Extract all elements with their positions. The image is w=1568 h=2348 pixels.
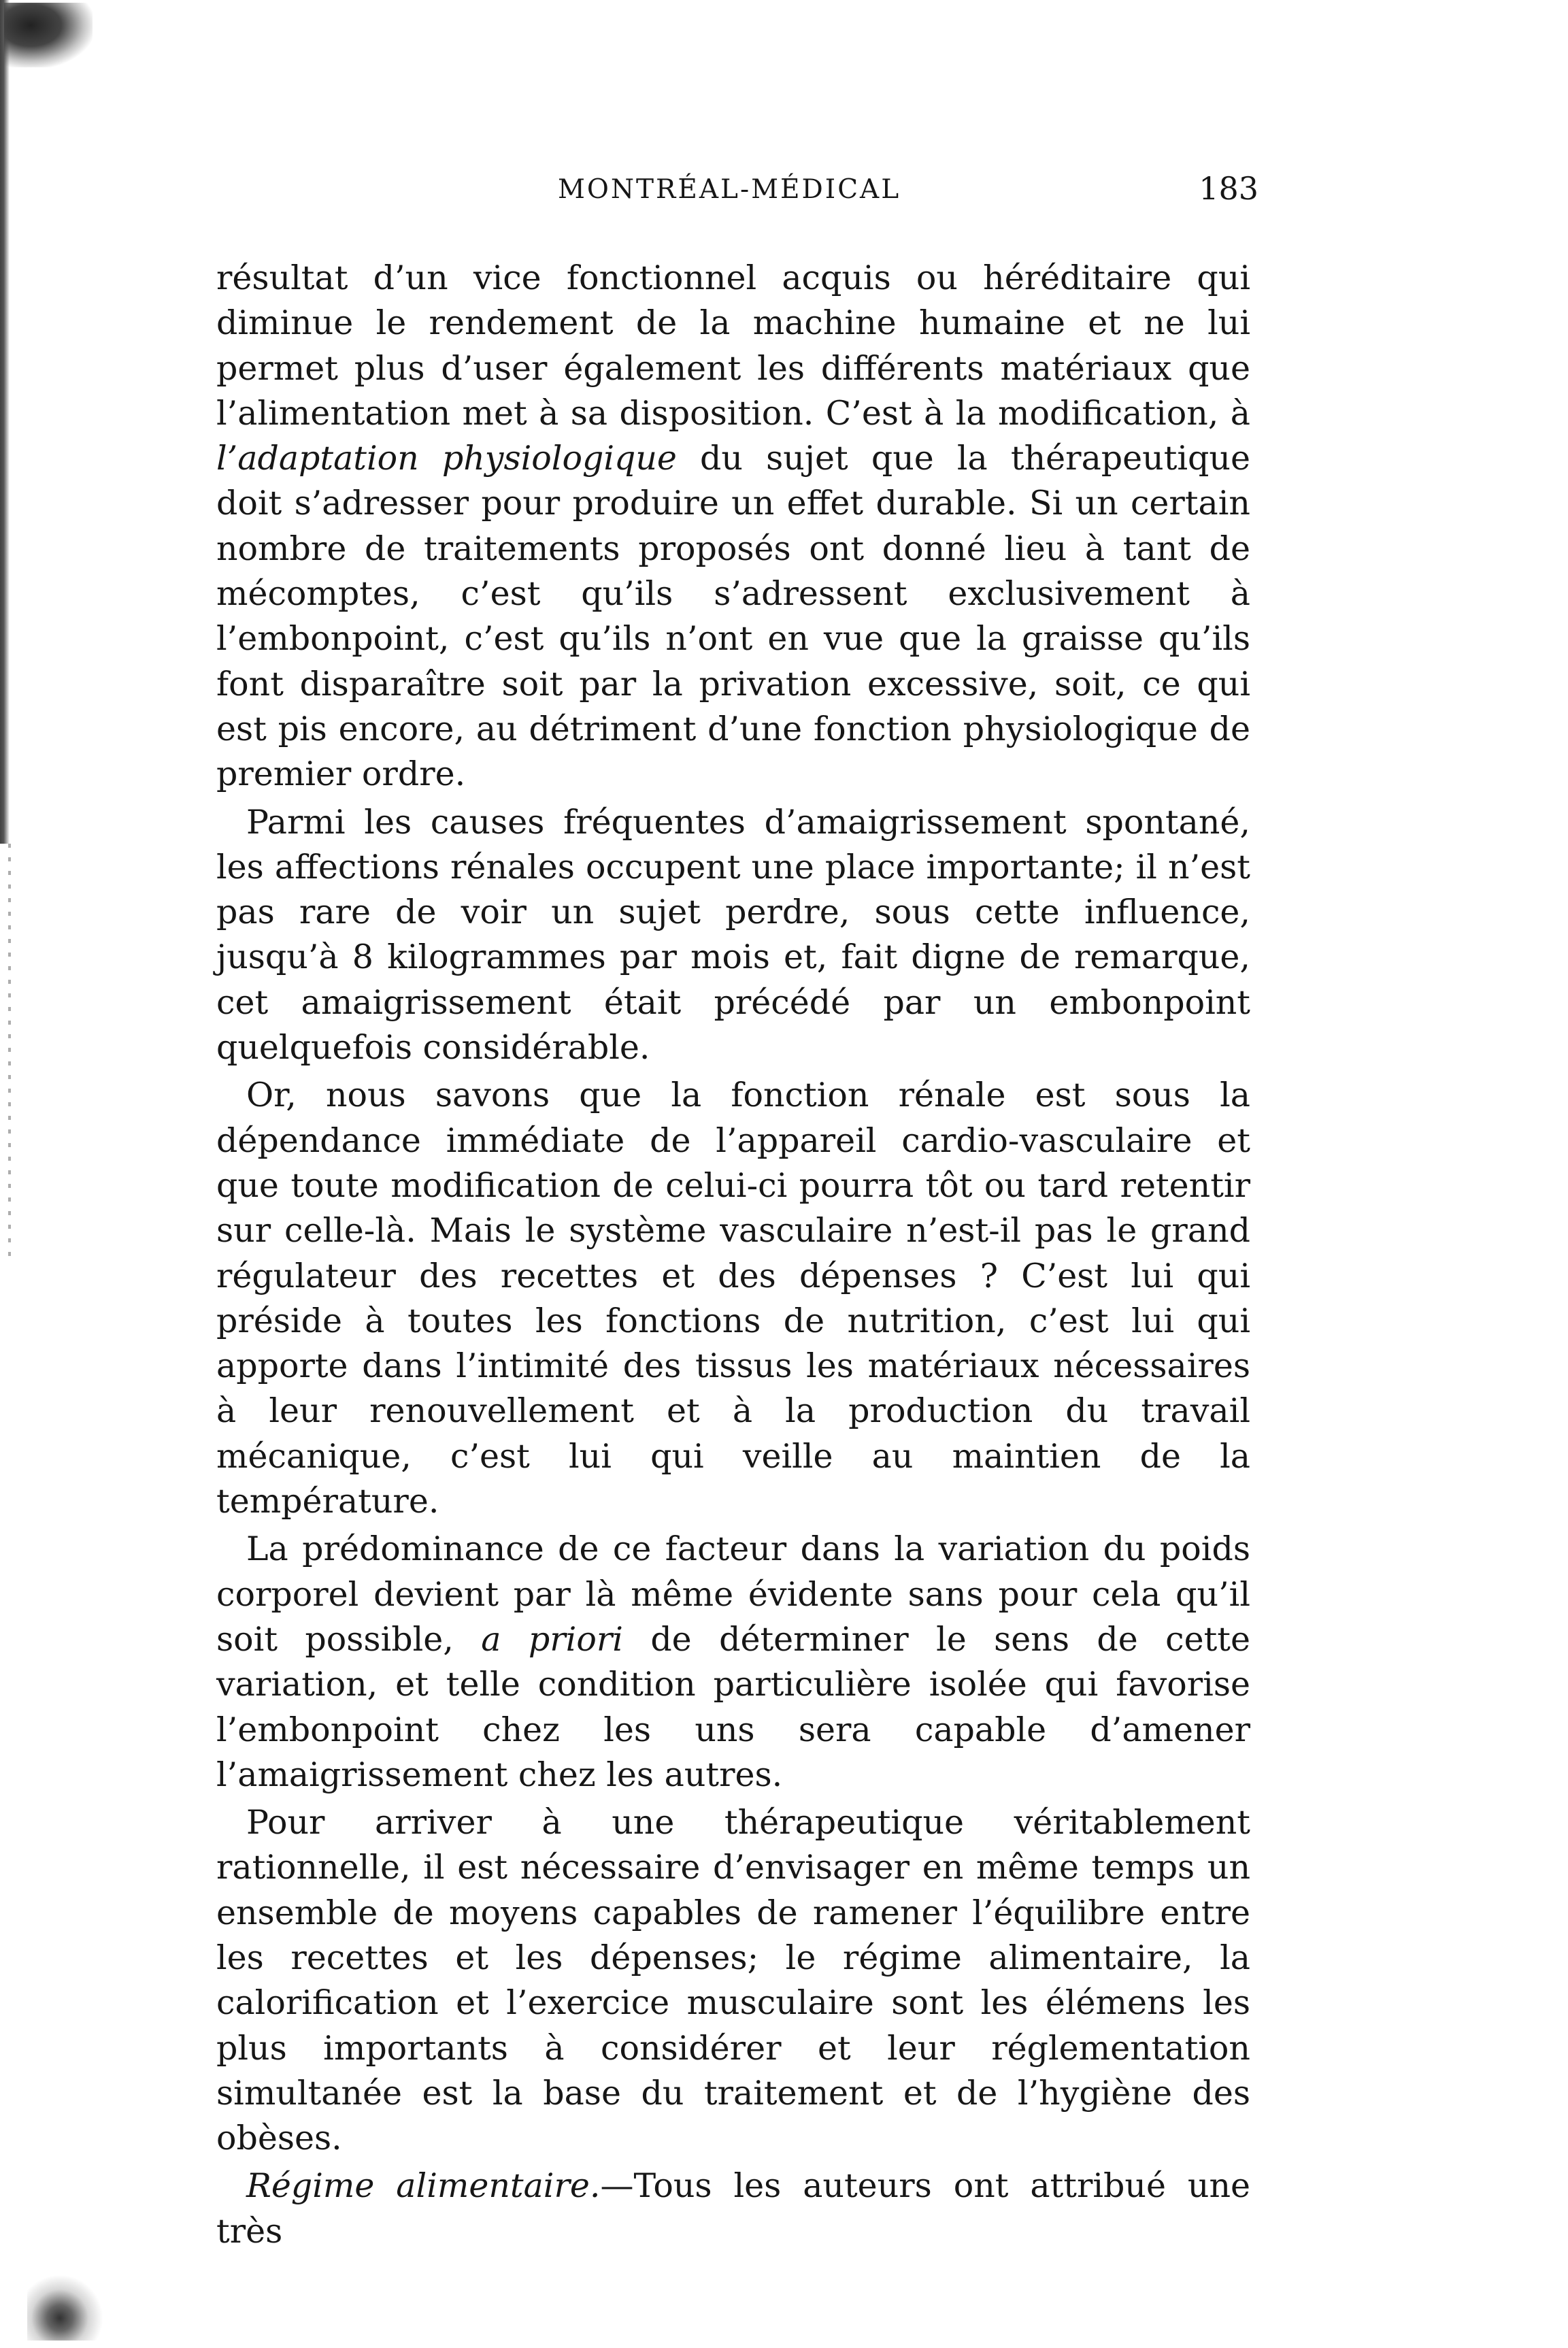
page-number: 183: [1199, 170, 1258, 207]
paragraph-2: Parmi les causes fréquentes d’amaigrissement spontané, les affections rénales occupent une place importante; il n’est pas rare de voir un sujet perdre, sous cette influence, jusqu’à 8 kilogrammes par mois et, fait digne de remarque, cet amaigrissement était précédé par un embonpoint quelquefois considérable.: [216, 802, 1250, 1068]
ink-specks-bottom-left: [27, 2266, 109, 2341]
paragraph-1-italic: l’adaptation physiologique: [216, 439, 677, 478]
body-text: [216, 256, 1250, 2254]
paragraph-4: [216, 1527, 1250, 1798]
paragraph-4-italic: a priori: [481, 1619, 623, 1659]
paragraph-5: Pour arriver à une thérapeutique véritablement rationnelle, il est nécessaire d’envisager en même temps un ensemble de moyens capables de ramener l’équilibre entre les recettes et les dépenses; le régime alimentaire, la calorification et l’exercice musculaire sont les élémens les plus importants à considérer et leur réglementation simultanée est la base du traitement et de l’hygiène des obèses.: [216, 1803, 1250, 2158]
page-header: [558, 170, 1258, 215]
ink-blot-top-left: [4, 3, 93, 67]
paragraph-6: [216, 2164, 1250, 2254]
scan-edge-marks: [8, 844, 11, 1266]
paragraph-1-text-b: du sujet que la thérapeutique doit s’adresser pour produire un effet durable. Si un certain nombre de traitements proposés ont donné lieu à tant de mécomptes, c’est qu’ils s’adressent exclusivement à l’embonpoint, c’est qu’ils n’ont en vue que la graisse qu’ils font disparaître soit par la privation excessive, soit, ce qui est pis encore, au détriment d’une fonction physiologique de premier ordre.: [216, 439, 1250, 794]
section-heading-italic: Régime alimentaire.: [246, 2166, 601, 2206]
running-head: MONTRÉAL-MÉDICAL: [558, 174, 901, 205]
paragraph-6-text: —Tous les auteurs ont attribué une très: [216, 2166, 1251, 2251]
paragraph-1-text-a: résultat d’un vice fonctionnel acquis ou héréditaire qui diminue le rendement de la machine humaine et ne lui permet plus d’user également les différents matériaux que l’alimentation met à sa disposition. C’est à la modification, à: [216, 259, 1250, 433]
paragraph-4-text-b: de déterminer le sens de cette variation, et telle condition particulière isolée qui favorise l’embonpoint chez les uns sera capable d’amener l’amaigrissement chez les autres.: [216, 1619, 1250, 1794]
paragraph-4-text-a: La prédominance de ce facteur dans la variation du poids corporel devient par là même évidente sans pour cela qu’il soit possible,: [216, 1529, 1250, 1659]
paragraph-1: [216, 256, 1250, 797]
scan-edge-shadow: [0, 0, 10, 844]
paragraph-3: Or, nous savons que la fonction rénale est sous la dépendance immédiate de l’appareil cardio-vasculaire et que toute modification de celui-ci pourra tôt ou tard retentir sur celle-là. Mais le système vasculaire n’est-il pas le grand régulateur des recettes et des dépenses ? C’est lui qui préside à toutes les fonctions de nutrition, c’est lui qui apporte dans l’intimité des tissus les matériaux nécessaires à leur renouvellement et à la production du travail mécanique, c’est lui qui veille au maintien de la température.: [216, 1076, 1250, 1521]
